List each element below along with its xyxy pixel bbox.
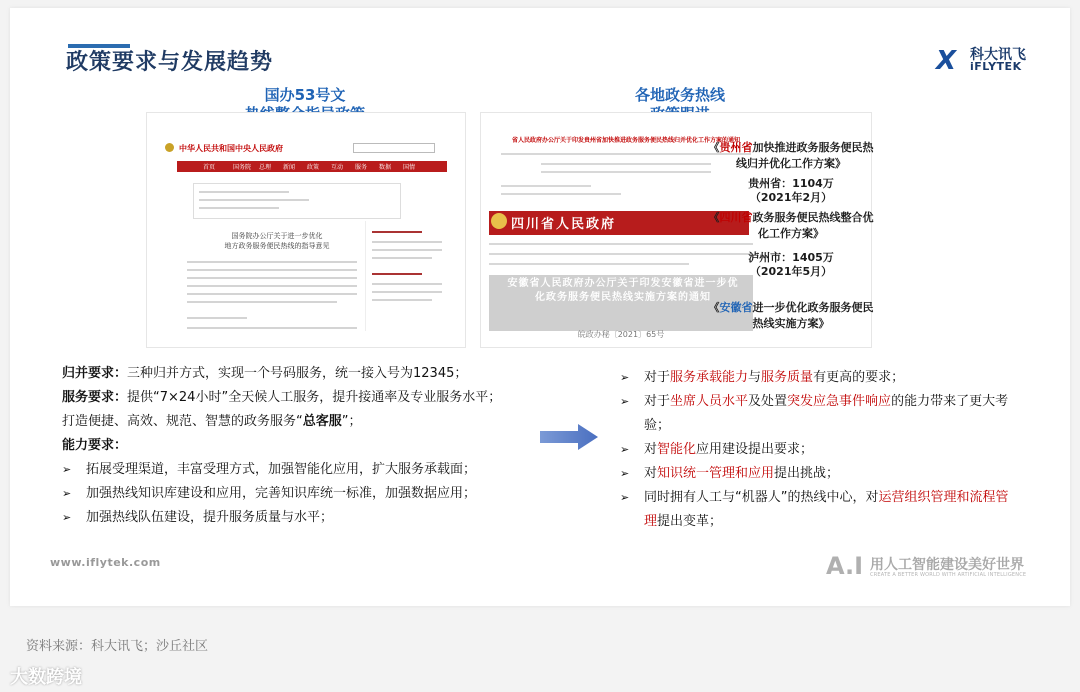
- text-line: [187, 285, 357, 287]
- text-line: [199, 191, 289, 193]
- text-line: [372, 257, 432, 259]
- ability-requirement: [62, 434, 532, 458]
- ability-item-text: 加强热线知识库建设和应用，完善知识库统一标准，加强数据应用；: [86, 486, 477, 501]
- policy-title: 进一步优化政务服务便民热线实施方案》: [752, 301, 874, 330]
- text-line: [199, 199, 309, 201]
- iflytek-logo: [936, 44, 1036, 74]
- service-text: 提供“7×24小时”全天候人工服务，提升接通率及专业服务水平；: [127, 390, 502, 405]
- text-line: [199, 207, 279, 209]
- ability-item: [62, 458, 532, 482]
- text-line: [541, 171, 711, 173]
- nav-item: 政策: [307, 164, 320, 171]
- text-line: [372, 283, 442, 285]
- nav-item: 国情: [403, 164, 416, 171]
- requirements-block: [62, 362, 532, 530]
- text-line: [372, 249, 442, 251]
- text-line: [541, 163, 711, 165]
- text-line: [372, 291, 442, 293]
- nav-item: 首页: [203, 164, 216, 171]
- policy-sichuan: [706, 210, 876, 242]
- doc-title-line1: 国务院办公厅关于进一步优化: [231, 232, 323, 240]
- guizhou-volume: 贵州省：1104万: [748, 177, 834, 190]
- challenge-text: 有更高的要求；: [813, 370, 905, 385]
- challenge-highlight: 服务承载能力: [670, 370, 749, 385]
- challenge-text: 对: [644, 466, 658, 481]
- nav-item: 互动: [331, 164, 344, 171]
- bullet-arrow-icon: ➢: [62, 487, 72, 500]
- policy-anhui: [706, 300, 876, 332]
- text-line: [372, 231, 422, 233]
- policy-title: 政务服务便民热线整合优化工作方案》: [752, 211, 874, 240]
- challenges-list: [620, 366, 1010, 534]
- sichuan-gov-name: 四川省人民政府: [511, 217, 617, 232]
- anhui-doc-number: 皖政办秘〔2021〕65号: [577, 330, 665, 339]
- text-line: [501, 185, 591, 187]
- guizhou-date: （2021年2月）: [749, 191, 833, 204]
- left-heading-line1: 国办53号文: [264, 86, 346, 104]
- ai-mark: A.I: [826, 552, 864, 580]
- doc-title-line2: 地方政务服务便民热线的指导意见: [224, 242, 330, 250]
- merge-label: 归并要求：: [62, 366, 128, 381]
- sichuan-emblem-icon: [491, 213, 507, 229]
- ability-item: [62, 506, 532, 530]
- merge-requirement: [62, 362, 532, 386]
- challenge-item: [620, 438, 1010, 462]
- bullet-arrow-icon: ➢: [620, 443, 630, 456]
- doc-meta-table: [193, 183, 401, 219]
- challenge-text: 对: [644, 442, 658, 457]
- service-requirement-cont: [62, 410, 532, 434]
- policy-region: 四川省: [719, 211, 753, 224]
- ability-item-text: 加强热线队伍建设，提升服务质量与水平；: [86, 510, 334, 525]
- bullet-arrow-icon: ➢: [620, 371, 630, 384]
- bullet-arrow-icon: ➢: [62, 463, 72, 476]
- text-line: [489, 243, 753, 245]
- text-line: [187, 301, 337, 303]
- challenge-highlight: 突发应急事件响应: [787, 394, 892, 409]
- logo-en-text: iFLYTEK: [970, 60, 1022, 73]
- challenge-item: [620, 366, 1010, 390]
- service-text2a: 打造便捷、高效、规范、智慧的政务服务“: [62, 414, 303, 429]
- website-url: www.iflytek.com: [50, 556, 161, 569]
- nav-item: 服务: [355, 164, 368, 171]
- slogan-text: 用人工智能建设美好世界: [870, 557, 1024, 573]
- text-line: [187, 317, 247, 319]
- ability-label: 能力要求：: [62, 438, 128, 453]
- watermark: 大数跨境: [10, 667, 82, 688]
- text-line: [372, 273, 422, 275]
- service-requirement: [62, 386, 532, 410]
- bullet-arrow-icon: ➢: [620, 491, 630, 504]
- logo-mark-icon: X: [936, 46, 957, 76]
- bullet-arrow-icon: ➢: [62, 511, 72, 524]
- nav-item: 国务院: [233, 164, 252, 171]
- text-line: [187, 327, 357, 329]
- challenge-text: 与: [748, 370, 762, 385]
- challenge-text: 的能力带来了更大考验；: [644, 394, 1009, 433]
- text-line: [501, 193, 621, 195]
- challenge-highlight: 坐席人员水平: [670, 394, 749, 409]
- ai-slogan-logo: [826, 552, 1036, 582]
- challenge-highlight: 运营组织管理和流程管理: [644, 490, 1009, 529]
- service-text2b: 总客服: [302, 414, 342, 429]
- luzhou-volume: 泸州市：1405万: [748, 251, 834, 264]
- challenge-text: 应用建设提出要求；: [696, 442, 814, 457]
- text-line: [372, 241, 442, 243]
- challenge-item: [620, 486, 1010, 534]
- nav-item: 新闻: [283, 164, 296, 171]
- sichuan-date: （2021年5月）: [749, 265, 833, 278]
- nav-item: 数据: [379, 164, 392, 171]
- policy-region: 安徽省: [719, 301, 753, 314]
- text-line: [372, 299, 432, 301]
- bullet-arrow-icon: ➢: [620, 395, 630, 408]
- policy-region: 贵州省: [719, 141, 753, 154]
- text-line: [187, 277, 357, 279]
- bullet-arrow-icon: ➢: [620, 467, 630, 480]
- ability-item-text: 拓展受理渠道，丰富受理方式，加强智能化应用，扩大服务承载面；: [86, 462, 477, 477]
- challenge-highlight: 服务质量: [761, 370, 814, 385]
- logo-cn-text: 科大讯飞: [970, 47, 1026, 63]
- right-heading-line1: 各地政务热线: [634, 86, 725, 104]
- search-box: [353, 143, 435, 153]
- challenge-highlight: 知识统一管理和应用: [657, 466, 775, 481]
- anhui-doc-title: 安徽省人民政府办公厅关于印发安徽省进一步优化政务服务便民热线实施方案的通知: [507, 278, 739, 303]
- ability-item: [62, 482, 532, 506]
- guizhou-doc-title: 省人民政府办公厅关于印发贵州省加快推进政务服务便民热线归并优化工作方案的通知: [511, 137, 740, 144]
- source-note: 资料来源：科大讯飞；沙丘社区: [26, 639, 209, 654]
- service-label: 服务要求：: [62, 390, 128, 405]
- doc-sidebar: [365, 221, 452, 331]
- text-line: [187, 293, 357, 295]
- national-emblem-icon: [165, 143, 174, 152]
- challenge-item: [620, 462, 1010, 486]
- policy-prefix: 《: [708, 301, 720, 314]
- gov-document-image: [146, 112, 466, 348]
- text-line: [187, 261, 357, 263]
- challenge-item: [620, 390, 1010, 438]
- challenge-text: 同时拥有人工与“机器人”的热线中心，对: [644, 490, 879, 505]
- challenge-text: 提出变革；: [657, 514, 723, 529]
- text-line: [187, 269, 357, 271]
- policy-prefix: 《: [708, 211, 720, 224]
- gov-site-name: 中华人民共和国中央人民政府: [179, 144, 283, 153]
- challenge-text: 提出挑战；: [774, 466, 840, 481]
- text-line: [489, 263, 689, 265]
- service-text2c: ”；: [341, 414, 362, 429]
- doc-title: [217, 231, 337, 251]
- slogan-en-text: CREATE A BETTER WORLD WITH ARTIFICIAL INTELLIGENCE: [870, 572, 1027, 578]
- nav-item: 总理: [259, 164, 272, 171]
- challenge-text: 及处置: [748, 394, 788, 409]
- challenge-text: 对于: [644, 394, 671, 409]
- policy-title: 加快推进政务服务便民热线归并优化工作方案》: [736, 141, 874, 170]
- policy-guizhou: [706, 140, 876, 172]
- right-arrow-icon: [540, 424, 598, 450]
- challenge-highlight: 智能化: [657, 442, 697, 457]
- policy-prefix: 《: [708, 141, 720, 154]
- challenge-text: 对于: [644, 370, 671, 385]
- page-title: 政策要求与发展趋势: [66, 50, 274, 75]
- merge-text: 三种归并方式，实现一个号码服务，统一接入号为12345；: [127, 366, 468, 381]
